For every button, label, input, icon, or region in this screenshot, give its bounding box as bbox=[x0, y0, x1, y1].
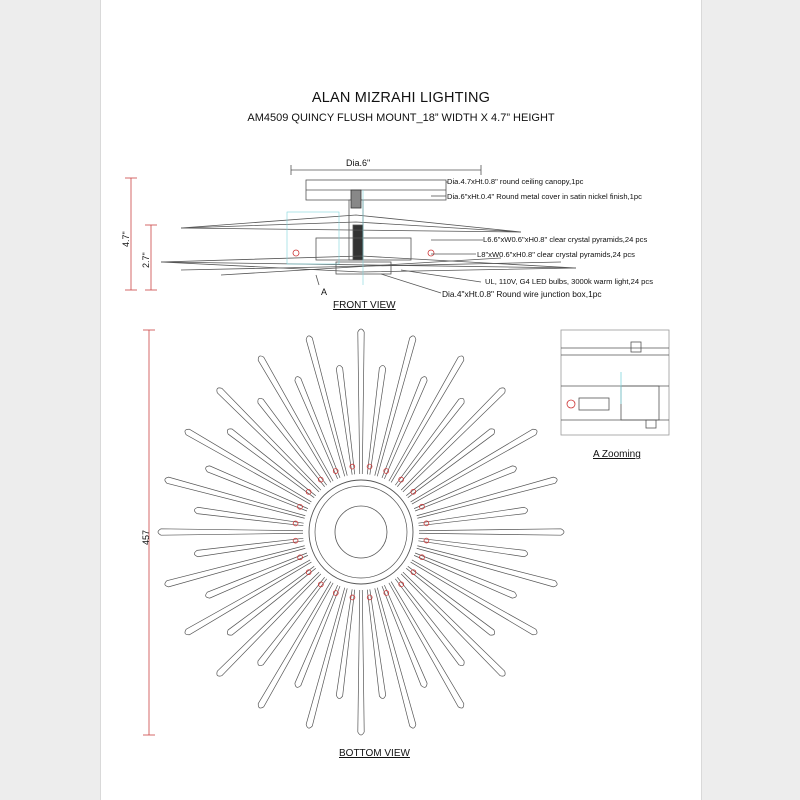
long-crystal-rod bbox=[375, 336, 416, 476]
long-crystal-rod bbox=[358, 329, 364, 474]
short-crystal-rod bbox=[336, 365, 354, 474]
dia-label: Dia.6" bbox=[346, 158, 371, 168]
short-crystal-rod bbox=[382, 585, 427, 687]
center-ring-mid bbox=[315, 486, 407, 578]
short-crystal-rod bbox=[206, 466, 308, 511]
short-crystal-rod bbox=[194, 538, 303, 556]
callout-cover: Dia.6"xHt.0.4" Round metal cover in satin nickel finish,1pc bbox=[447, 192, 642, 201]
product-subtitle: AM4509 QUINCY FLUSH MOUNT_18” WIDTH X 4.7” HEIGHT bbox=[247, 112, 555, 124]
technical-drawing bbox=[101, 0, 701, 800]
short-crystal-rod bbox=[367, 365, 385, 474]
bottom-height-label: 457 bbox=[141, 529, 151, 545]
short-crystal-rod bbox=[382, 377, 427, 479]
zoom-view-caption: A Zooming bbox=[593, 449, 641, 460]
short-crystal-rod bbox=[295, 585, 340, 687]
center-ring-outer bbox=[309, 480, 413, 584]
short-crystal-rod bbox=[367, 589, 385, 698]
front-view-caption: FRONT VIEW bbox=[333, 300, 396, 311]
callout-canopy: Dia.4.7xHt.0.8" round ceiling canopy,1pc bbox=[447, 177, 584, 186]
height-total-label: 4.7" bbox=[121, 231, 131, 247]
long-crystal-rod bbox=[165, 477, 305, 518]
long-crystal-rod bbox=[165, 546, 305, 587]
brand-title: ALAN MIZRAHI LIGHTING bbox=[311, 90, 491, 106]
long-crystal-rod bbox=[419, 529, 564, 535]
zoom-view-drawing bbox=[561, 330, 669, 435]
long-crystal-rod bbox=[306, 588, 347, 728]
height-lower-label: 2.7" bbox=[141, 252, 151, 268]
short-crystal-rod bbox=[295, 377, 340, 479]
short-crystal-rod bbox=[418, 507, 527, 525]
callout-junction-box: Dia.4"xHt.0.8" Round wire junction box,1pc bbox=[442, 289, 602, 299]
bottom-view-sunburst bbox=[158, 329, 564, 735]
short-crystal-rod bbox=[206, 553, 308, 598]
short-crystal-rod bbox=[414, 553, 516, 598]
long-crystal-rod bbox=[417, 546, 557, 587]
short-crystal-rod bbox=[194, 507, 303, 525]
short-crystal-rod bbox=[336, 589, 354, 698]
section-marker-a: A bbox=[321, 287, 328, 297]
long-crystal-rod bbox=[417, 477, 557, 518]
long-crystal-rod bbox=[158, 529, 303, 535]
long-crystal-rod bbox=[358, 590, 364, 735]
short-crystal-rod bbox=[414, 466, 516, 511]
bottom-view-caption: BOTTOM VIEW bbox=[339, 748, 410, 759]
callout-bulbs: UL, 110V, G4 LED bulbs, 3000k warm light,24 pcs bbox=[485, 277, 653, 286]
drawing-sheet bbox=[100, 0, 702, 800]
center-cover bbox=[335, 506, 387, 558]
callout-pyramids-long: L8"xW0.6"xH0.8" clear crystal pyramids,24 pcs bbox=[477, 250, 635, 259]
short-crystal-rod bbox=[418, 538, 527, 556]
long-crystal-rod bbox=[306, 336, 347, 476]
long-crystal-rod bbox=[375, 588, 416, 728]
callout-pyramids-short: L6.6"xW0.6"xH0.8" clear crystal pyramids,24 pcs bbox=[483, 235, 648, 244]
